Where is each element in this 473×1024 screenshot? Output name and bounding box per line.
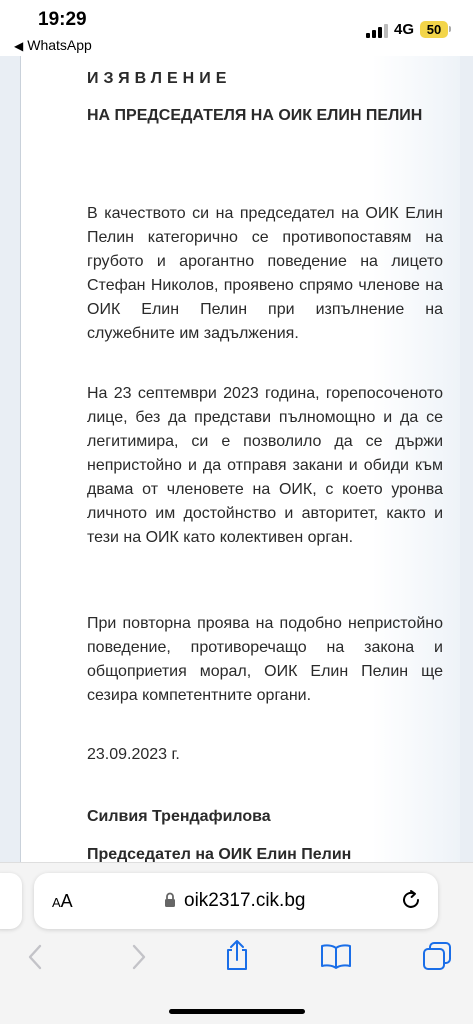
bookmarks-icon[interactable]: [320, 943, 352, 969]
reload-icon[interactable]: [400, 889, 422, 911]
status-time: 19:29: [38, 9, 87, 30]
back-triangle-icon: ◀: [14, 39, 24, 53]
document-card: [20, 56, 460, 862]
battery-level: 50: [426, 22, 442, 37]
tabs-icon[interactable]: [422, 941, 452, 971]
address-bar[interactable]: [34, 873, 438, 929]
back-icon[interactable]: [26, 943, 46, 971]
document-subtitle: НА ПРЕДСЕДАТЕЛЯ НА ОИК ЕЛИН ПЕЛИН: [87, 107, 423, 124]
battery-tip: [449, 26, 451, 32]
lock-icon: [164, 892, 176, 908]
previous-tab-preview[interactable]: [0, 873, 22, 929]
network-type: 4G: [394, 21, 415, 38]
signature-role: Председател на ОИК Елин Пелин: [87, 846, 352, 862]
forward-icon[interactable]: [128, 943, 148, 971]
cellular-signal-icon: [366, 24, 388, 38]
signature-name: Силвия Трендафилова: [87, 808, 271, 825]
browser-bottom-bar: [0, 862, 473, 1024]
document-date: 23.09.2023 г.: [87, 746, 180, 763]
web-page-content[interactable]: [0, 56, 473, 862]
url-text[interactable]: oik2317.cik.bg: [184, 890, 306, 911]
battery-icon: [420, 21, 448, 38]
reader-settings-button[interactable]: AA: [52, 891, 73, 911]
document-title: ИЗЯВЛЕНИЕ: [87, 70, 232, 87]
share-icon[interactable]: [224, 939, 250, 971]
home-indicator[interactable]: [169, 1009, 305, 1014]
status-bar: [0, 0, 473, 56]
back-app-label: WhatsApp: [27, 37, 92, 53]
paragraph-1: В качеството си на председател на ОИК Елин Пелин категорично се противопоставям на грубото и арогантно поведение на лицето Стефан Николов, проявено спрямо членове на ОИК Елин Пелин при изпълнение на служебните им задължения.: [87, 205, 443, 342]
paragraph-3: При повторна проява на подобно непристойно поведение, противоречащо на закона и общоприетия морал, ОИК Елин Пелин ще сезира компетентните органи.: [87, 615, 443, 704]
paragraph-2: На 23 септември 2023 година, горепосоченото лице, без да представи пълномощно и да се легитимира, си е позволило да се държи непристойно и да отправя закани и обиди към двама от членовете на ОИК, с което уронва личното им достойнство и авторитет, както и тези на ОИК като колективен орган.: [87, 385, 443, 546]
back-to-app-button[interactable]: [14, 37, 92, 53]
